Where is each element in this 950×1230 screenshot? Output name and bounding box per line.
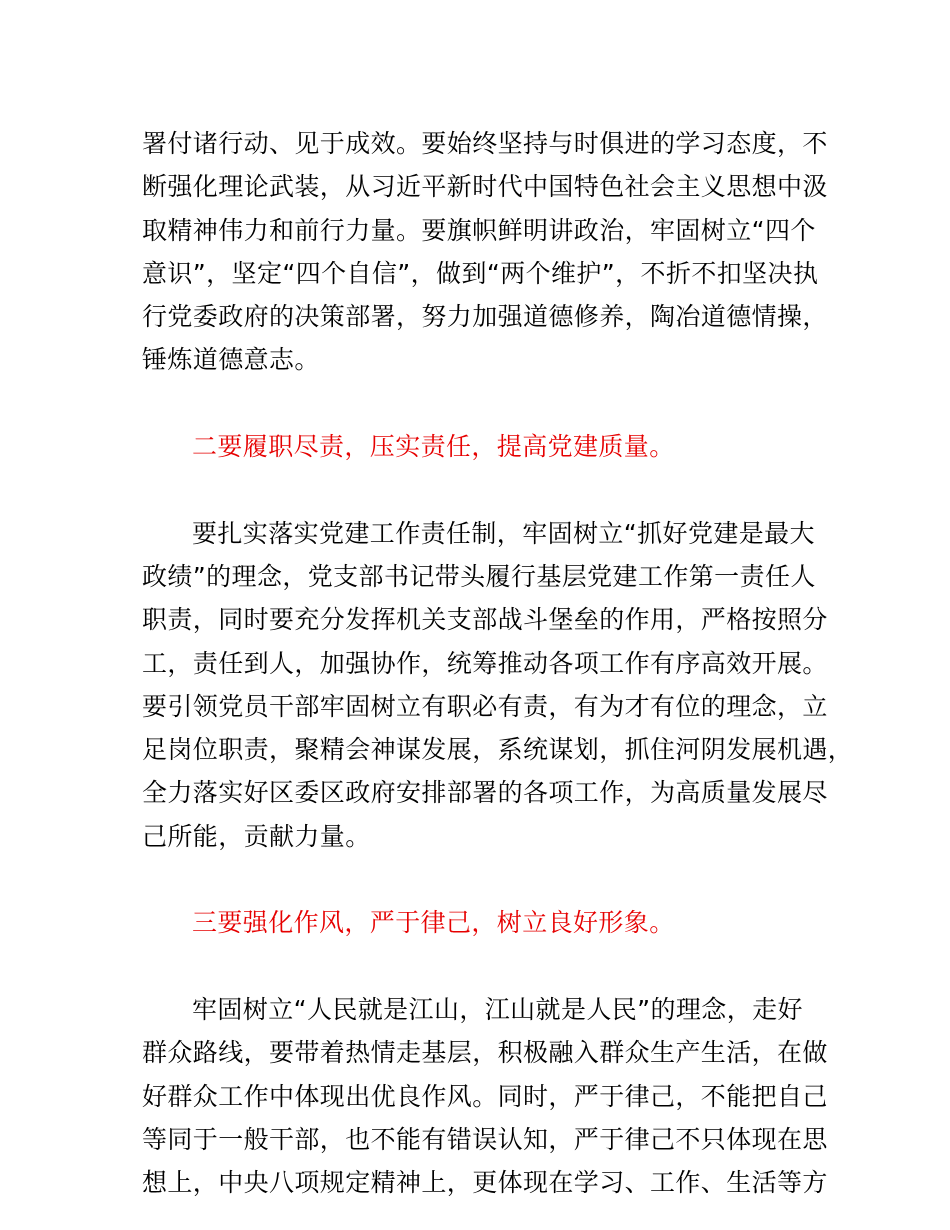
paragraph-line: 锤炼道德意志。 [142, 345, 320, 375]
paragraph-line: 行党委政府的决策部署，努力加强道德修养，陶冶道德情操， [142, 302, 828, 332]
section-heading-2: 二要履职尽责，压实责任，提高党建质量。 [192, 432, 675, 462]
paragraph-spacer [142, 382, 832, 425]
paragraph-3 [142, 988, 832, 1204]
paragraph-line: 好群众工作中体现出优良作风。同时，严于律己，不能把自己 [142, 1081, 828, 1111]
paragraph-line: 职责，同时要充分发挥机关支部战斗堡垒的作用，严格按照分 [142, 605, 828, 635]
paragraph-spacer [142, 468, 832, 511]
paragraph-line: 想上，中央八项规定精神上，更体现在学习、工作、生活等方 [142, 1168, 828, 1198]
section-heading-3: 三要强化作风，严于律己，树立良好形象。 [192, 908, 675, 938]
paragraph-spacer [142, 945, 832, 988]
paragraph-line: 要扎实落实党建工作责任制，牢固树立“抓好党建是最大 [192, 518, 815, 548]
paragraph-line: 政绩”的理念，党支部书记带头履行基层党建工作第一责任人 [142, 561, 816, 591]
paragraph-line: 全力落实好区委区政府安排部署的各项工作，为高质量发展尽 [142, 778, 828, 808]
paragraph-line: 意识”，坚定“四个自信”，做到“两个维护”，不折不扣坚决执 [142, 258, 819, 288]
paragraph-line: 牢固树立“人民就是江山，江山就是人民”的理念，走好 [192, 994, 803, 1024]
paragraph-line: 己所能，贡献力量。 [142, 821, 371, 851]
paragraph-spacer [142, 858, 832, 901]
document-body [142, 122, 854, 1204]
paragraph-line: 断强化理论武装，从习近平新时代中国特色社会主义思想中汲 [142, 172, 828, 202]
paragraph-2 [142, 512, 854, 858]
paragraph-line: 工，责任到人，加强协作，统筹推动各项工作有序高效开展。 [142, 648, 828, 678]
paragraph-line: 等同于一般干部，也不能有错误认知，严于律己不只体现在思 [142, 1124, 828, 1154]
paragraph-line: 署付诸行动、见于成效。要始终坚持与时俱进的学习态度，不 [142, 129, 828, 158]
paragraph-1 [142, 122, 832, 382]
paragraph-line: 要引领党员干部牢固树立有职必有责，有为才有位的理念，立 [142, 691, 828, 721]
paragraph-line: 取精神伟力和前行力量。要旗帜鲜明讲政治，牢固树立“四个 [142, 215, 816, 245]
paragraph-line: 群众路线，要带着热情走基层，积极融入群众生产生活，在做 [142, 1038, 828, 1068]
paragraph-line: 足岗位职责，聚精会神谋发展，系统谋划，抓住河阴发展机遇， [142, 735, 854, 765]
